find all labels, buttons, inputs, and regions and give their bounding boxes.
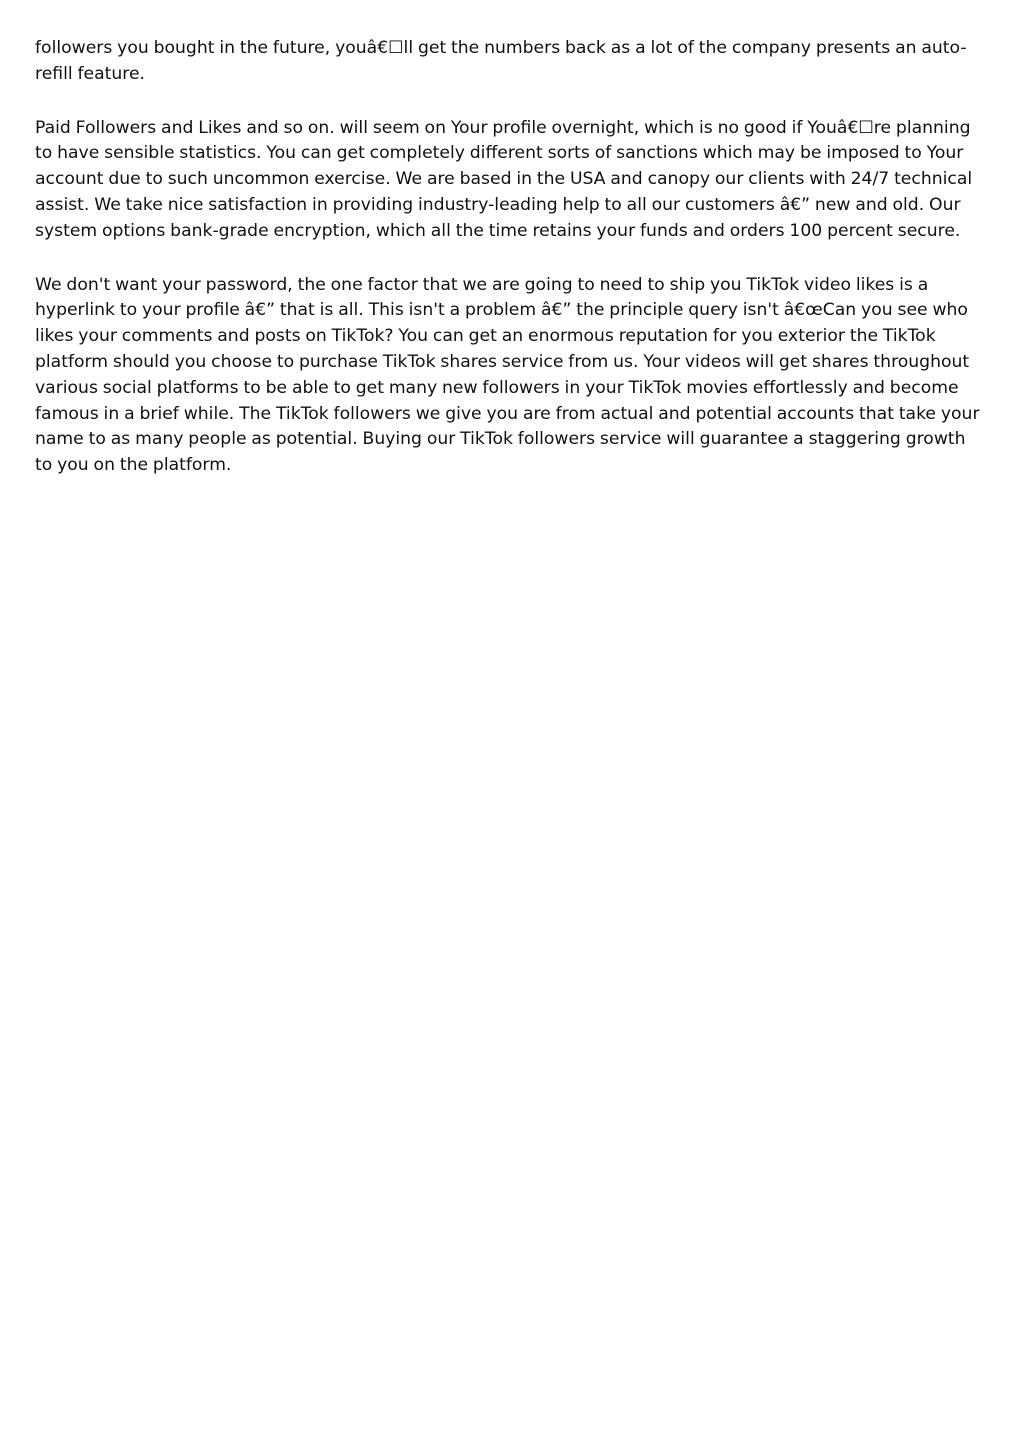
paragraph-3: We don't want your password, the one factor that we are going to need to ship you TikTok video likes is a hyperlink to your profile â€” that is all. This isn't a problem â€” the principle query isn't â€œCan you see who likes your comments and posts on TikTok? You can get an enormous reputation for you exterior the TikTok platform should you choose to purchase TikTok shares service from us. Your videos will get shares throughout various social platforms to be able to get many new followers in your TikTok movies effortlessly and become famous in a brief while. The TikTok followers we give you are from actual and potential accounts that take your name to as many people as potential. Buying our TikTok followers service will guarantee a staggering growth to you on the platform. — [35, 274, 980, 476]
paragraph-2: Paid Followers and Likes and so on. will seem on Your profile overnight, which is no good if Youâ€☐re planning to have sensible statistics. You can get completely different sorts of sanctions which may be imposed to Your account due to such uncommon exercise. We are based in the USA and canopy our clients with 24/7 technical assist. We take nice satisfaction in providing industry-leading help to all our customers â€” new and old. Our system options bank-grade encryption, which all the time retains your funds and orders 100 percent secure. — [35, 117, 973, 241]
document-page — [35, 36, 987, 507]
paragraph-1: followers you bought in the future, youâ€☐ll get the numbers back as a lot of the company presents an auto-refill feature. — [35, 38, 967, 84]
